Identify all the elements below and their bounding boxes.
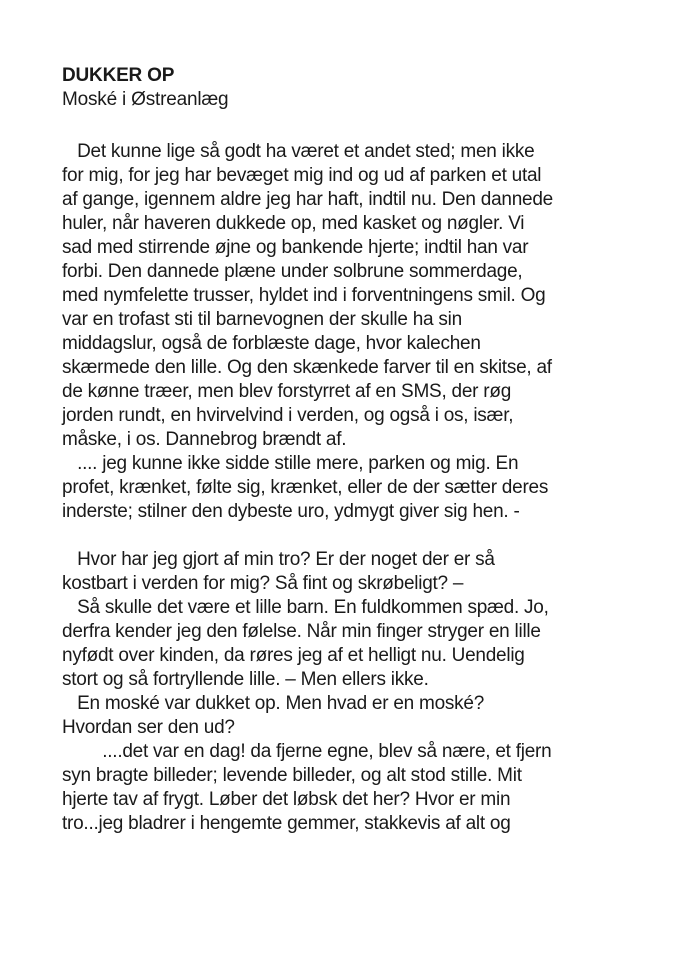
document-body [62, 64, 662, 836]
text-line: .... jeg kunne ikke sidde stille mere, parken og mig. En [62, 453, 519, 474]
text-line: jorden rundt, en hvirvelvind i verden, og også i os, især, [62, 405, 514, 426]
text-line: middagslur, også de forblæste dage, hvor kalechen [62, 333, 481, 354]
text-line: med nymfelette trusser, hyldet ind i forventningens smil. Og [62, 285, 546, 306]
text-line: af gange, igennem aldre jeg har haft, indtil nu. Den dannede [62, 189, 553, 210]
text-line: stort og så fortryllende lille. – Men ellers ikke. [62, 669, 429, 690]
paragraph-gap [62, 524, 662, 548]
text-line: kostbart i verden for mig? Så fint og skrøbeligt? – [62, 573, 464, 594]
text-line: de kønne træer, men blev forstyrret af en SMS, der røg [62, 381, 512, 402]
text-line: sad med stirrende øjne og bankende hjerte; indtil han var [62, 237, 529, 258]
text-line: tro...jeg bladrer i hengemte gemmer, stakkevis af alt og [62, 813, 511, 834]
text-line: for mig, for jeg har bevæget mig ind og ud af parken et utal [62, 165, 542, 186]
text-line: ....det var en dag! da fjerne egne, blev så nære, et fjern [62, 741, 552, 762]
text-line: forbi. Den dannede plæne under solbrune sommerdage, [62, 261, 523, 282]
body-text [62, 140, 662, 836]
text-line: måske, i os. Dannebrog brændt af. [62, 429, 347, 450]
text-line: huler, når haveren dukkede op, med kasket og nøgler. Vi [62, 213, 525, 234]
text-line: profet, krænket, følte sig, krænket, eller de der sætter deres [62, 477, 549, 498]
text-line: derfra kender jeg den følelse. Når min finger stryger en lille [62, 621, 541, 642]
text-line: Hvordan ser den ud? [62, 717, 235, 738]
text-line: Hvor har jeg gjort af min tro? Er der noget der er så [62, 549, 495, 570]
text-line: nyfødt over kinden, da røres jeg af et helligt nu. Uendelig [62, 645, 525, 666]
document-title: DUKKER OP [62, 65, 175, 86]
document-subtitle: Moské i Østreanlæg [62, 89, 229, 110]
text-line: Det kunne lige så godt ha været et andet sted; men ikke [62, 141, 535, 162]
text-line: skærmede den lille. Og den skænkede farver til en skitse, af [62, 357, 552, 378]
text-line: var en trofast sti til barnevognen der skulle ha sin [62, 309, 462, 330]
text-line: inderste; stilner den dybeste uro, ydmygt giver sig hen. - [62, 501, 520, 522]
text-line: Så skulle det være et lille barn. En fuldkommen spæd. Jo, [62, 597, 549, 618]
text-line: hjerte tav af frygt. Løber det løbsk det her? Hvor er min [62, 789, 511, 810]
text-line: syn bragte billeder; levende billeder, og alt stod stille. Mit [62, 765, 522, 786]
text-line: En moské var dukket op. Men hvad er en moské? [62, 693, 485, 714]
